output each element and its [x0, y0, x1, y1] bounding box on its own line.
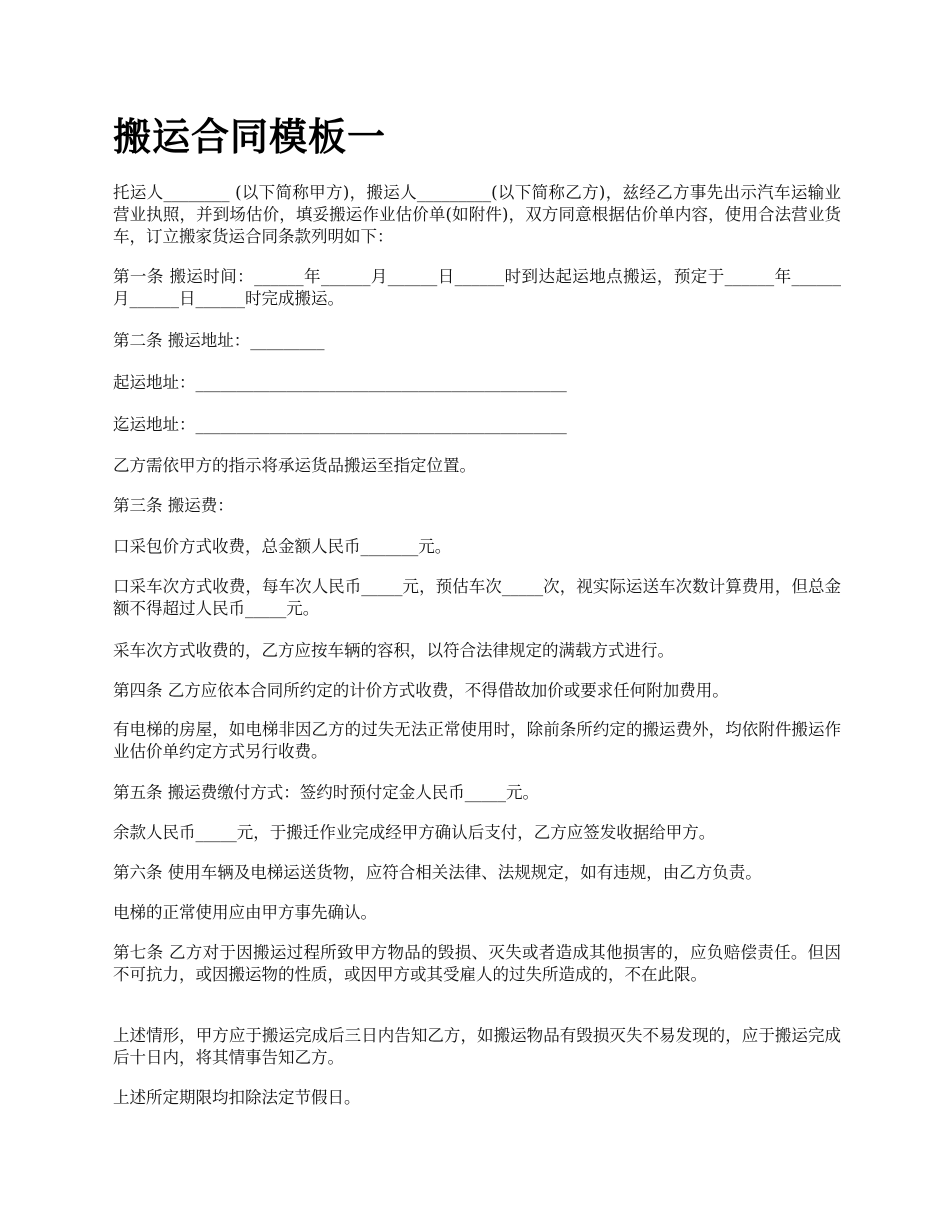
delivery-instruction: 乙方需依甲方的指示将承运货品搬运至指定位置。: [113, 456, 476, 475]
clause-3-fee: 第三条 搬运费：: [113, 496, 234, 515]
elevator-clause: 有电梯的房屋，如电梯非因乙方的过失无法正常使用时，除前条所约定的搬运费外，均依附件搬运作业估价单约定方式另行收费。: [113, 720, 841, 761]
intro-paragraph: 托运人________ (以下简称甲方)，搬运人_________(以下简称乙方)，兹经乙方事先出示汽车运输业营业执照，并到场估价，填妥搬运作业估价单(如附件)，双方同意根据估价单内容，使用合法营业货车，订立搬家货运合同条款列明如下：: [113, 183, 841, 246]
holiday-exclusion: 上述所定期限均扣除法定节假日。: [113, 1088, 361, 1107]
clause-7-liability: 第七条 乙方对于因搬运过程所致甲方物品的毁损、灭失或者造成其他损害的，应负赔偿责任。但因不可抗力，或因搬运物的性质，或因甲方或其受雇人的过失所造成的，不在此限。: [113, 943, 841, 984]
per-trip-load-rule: 采车次方式收费的，乙方应按车辆的容积，以符合法律规定的满载方式进行。: [113, 641, 674, 660]
origin-address: 起运地址：_____________________________________________: [113, 373, 567, 392]
fee-option-lump-sum: 口采包价方式收费，总金额人民币_______元。: [113, 537, 452, 556]
damage-notification: 上述情形，甲方应于搬运完成后三日内告知乙方，如搬运物品有毁损灭失不易发现的，应于搬运完成后十日内，将其情事告知乙方。: [113, 1026, 841, 1067]
balance-payment: 余款人民币_____元，于搬迁作业完成经甲方确认后支付，乙方应签发收据给甲方。: [113, 823, 716, 842]
document-title: 搬运合同模板一: [113, 115, 387, 159]
clause-5-payment: 第五条 搬运费缴付方式：签约时预付定金人民币_____元。: [113, 783, 539, 802]
clause-1-time: 第一条 搬运时间：______年______月______日______时到达起运地点搬运，预定于______年______月______日______时完成搬运。: [113, 267, 841, 308]
destination-address: 迄运地址：_____________________________________________: [113, 415, 567, 434]
clause-4-pricing: 第四条 乙方应依本合同所约定的计价方式收费，不得借故加价或要求任何附加费用。: [113, 681, 729, 700]
fee-option-per-trip: 口采车次方式收费，每车次人民币_____元，预估车次_____次，视实际运送车次数计算费用，但总金额不得超过人民币_____元。: [113, 577, 841, 618]
clause-2-address: 第二条 搬运地址：_________: [113, 331, 325, 350]
clause-6-compliance: 第六条 使用车辆及电梯运送货物，应符合相关法律、法规规定，如有违规，由乙方负责。: [113, 863, 762, 882]
elevator-confirmation: 电梯的正常使用应由甲方事先确认。: [113, 903, 377, 922]
